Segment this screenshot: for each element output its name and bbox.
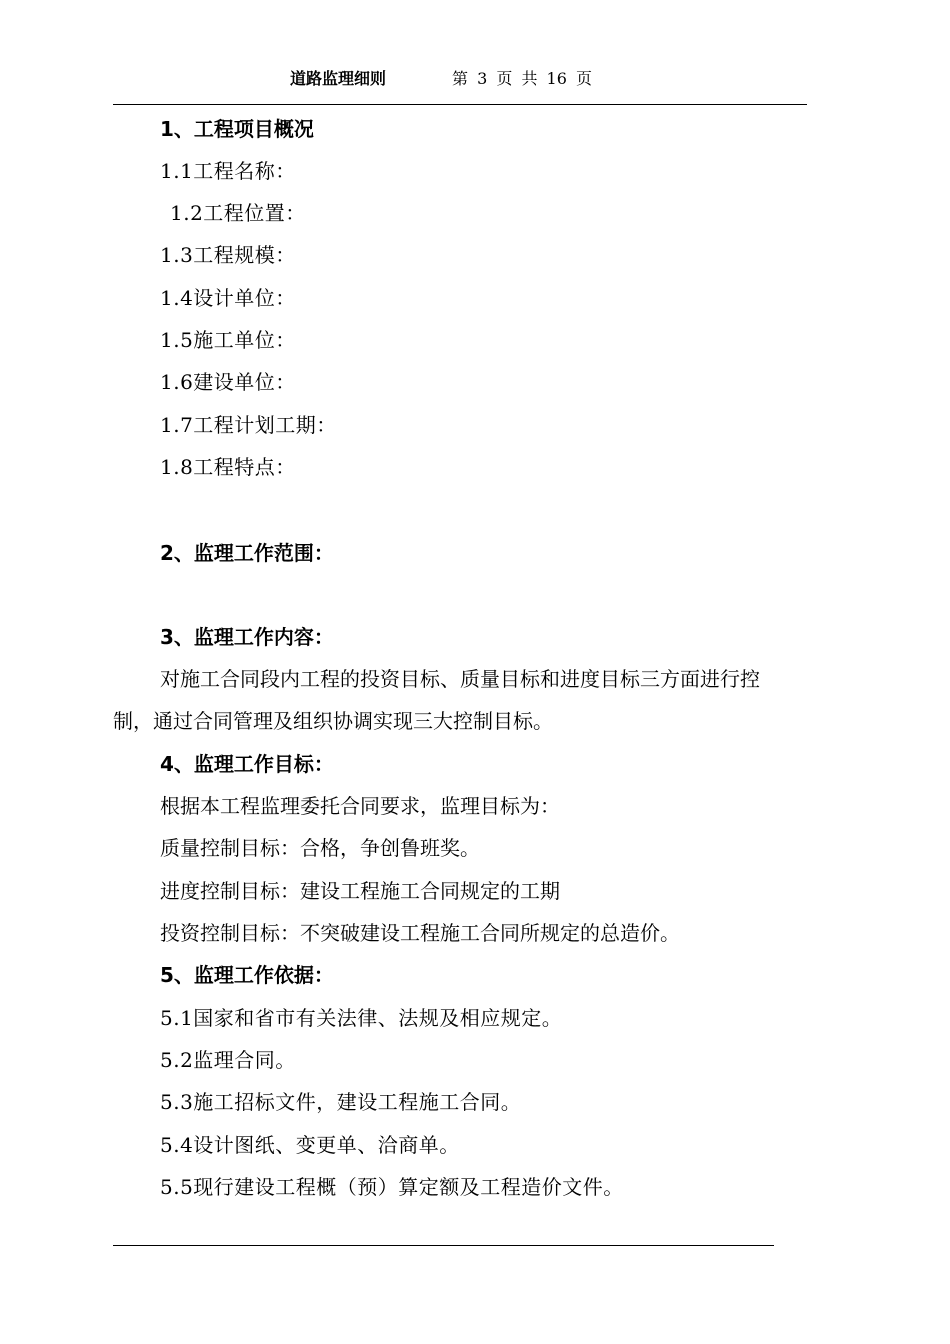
list-item: 1.6建设单位： [160, 370, 296, 394]
paragraph-line: 对施工合同段内工程的投资目标、质量目标和进度目标三方面进行控 [160, 667, 760, 691]
list-item: 1.4设计单位： [160, 286, 296, 310]
header-divider [113, 104, 807, 105]
list-item: 5.1国家和省市有关法律、法规及相应规定。 [160, 1006, 563, 1030]
list-item: 5.3施工招标文件，建设工程施工合同。 [160, 1090, 522, 1114]
section-5-heading: 5、监理工作依据： [160, 963, 334, 987]
list-item: 1.3工程规模： [160, 243, 296, 267]
list-item: 1.8工程特点： [160, 455, 296, 479]
list-item: 1.7工程计划工期： [160, 413, 337, 437]
section-4-heading: 4、监理工作目标： [160, 752, 334, 776]
section-1-heading: 1、工程项目概况 [160, 117, 314, 141]
list-item: 1.2工程位置： [170, 201, 306, 225]
paragraph-line: 制，通过合同管理及组织协调实现三大控制目标。 [113, 709, 553, 733]
schedule-target: 进度控制目标：建设工程施工合同规定的工期 [160, 879, 560, 903]
list-item: 5.2监理合同。 [160, 1048, 296, 1072]
document-title: 道路监理细则 [290, 69, 387, 88]
list-item: 1.1工程名称： [160, 159, 296, 183]
section-2-heading: 2、监理工作范围： [160, 541, 334, 565]
footer-divider [113, 1245, 774, 1246]
quality-target: 质量控制目标：合格，争创鲁班奖。 [160, 836, 480, 860]
list-item: 1.5施工单位： [160, 328, 296, 352]
page-header [0, 66, 950, 92]
list-item: 5.4设计图纸、变更单、洽商单。 [160, 1133, 460, 1157]
list-item: 5.5现行建设工程概（预）算定额及工程造价文件。 [160, 1175, 624, 1199]
page-number: 第 3 页 共 16 页 [452, 69, 592, 88]
section-3-heading: 3、监理工作内容： [160, 625, 334, 649]
investment-target: 投资控制目标：不突破建设工程施工合同所规定的总造价。 [160, 921, 680, 945]
paragraph-line: 根据本工程监理委托合同要求，监理目标为： [160, 794, 560, 818]
